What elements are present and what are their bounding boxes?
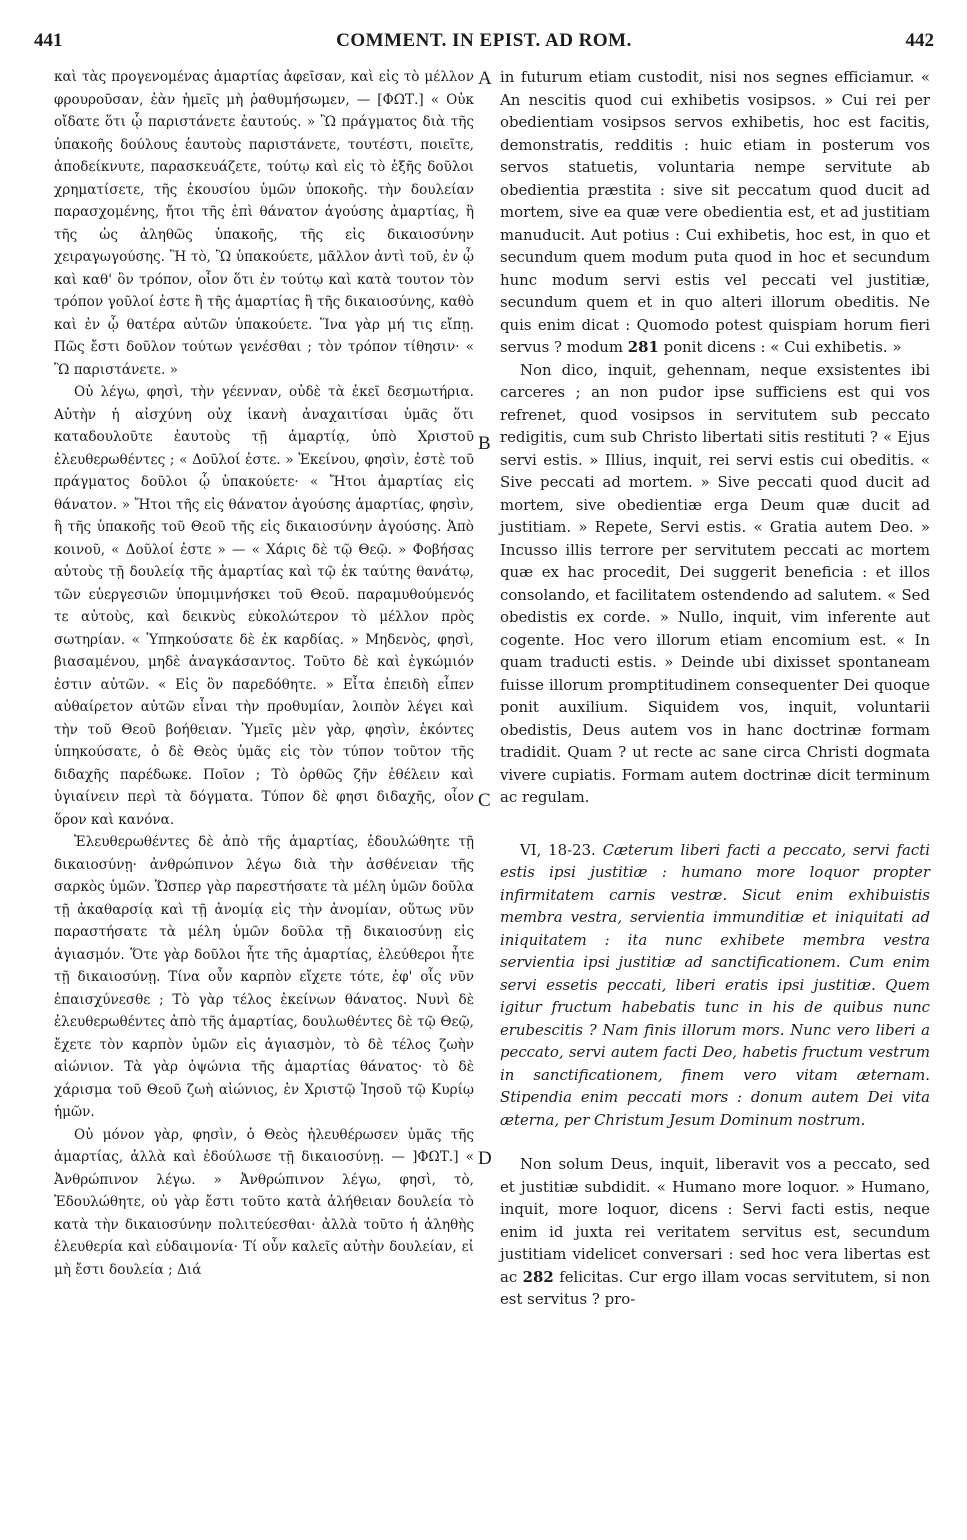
latin-column [500, 66, 930, 1311]
latin-paragraph-1 [500, 66, 930, 359]
latin-paragraph-4 [500, 1153, 930, 1311]
greek-paragraph-3: Ἐλευθερωθέντες δὲ ἀπὸ τῆς ἁμαρτίας, ἐδουλώθητε τῇ δικαιοσύνῃ· ἀνθρώπινον λέγω διὰ τὴν ἀσθένειαν τῆς σαρκὸς ὑμῶν. Ὥσπερ γὰρ παρεστήσατε τὰ μέλη ὑμῶν δοῦλα τῇ ἀκαθαρσίᾳ καὶ τῇ ἀνομίᾳ εἰς τὴν ἀνομίαν, οὕτως νῦν παραστήσατε τὰ μέλη ὑμῶν δοῦλα τῇ δικαιοσύνῃ εἰς ἁγιασμόν. Ὅτε γὰρ δοῦλοι ἦτε τῆς ἁμαρτίας, ἐλεύθεροι ἦτε τῇ δικαιοσύνῃ. Τίνα οὖν καρπὸν εἴχετε τότε, ἐφ' οἷς νῦν ἐπαισχύνεσθε ; Τὸ γὰρ τέλος ἐκείνων θάνατος. Νυνὶ δὲ ἐλευθερωθέντες ἀπὸ τῆς ἁμαρτίας, δουλωθέντες δὲ τῷ Θεῷ, ἔχετε τὸν καρπὸν ὑμῶν εἰς ἁγιασμὸν, τὸ δὲ τέλος ζωὴν αἰώνιον. Τὰ γὰρ ὀψώνια τῆς ἁμαρτίας θάνατος· τὸ δὲ χάρισμα τοῦ Θεοῦ ζωὴ αἰώνιος, ἐν Χριστῷ Ἰησοῦ τῷ Κυρίῳ ἡμῶν. [54, 834, 474, 1120]
latin-paragraph-4-end: felicitas. Cur ergo illam vocas servitutem, si non est servitus ? pro- [500, 1267, 930, 1308]
column-number-281: 281 [627, 338, 659, 356]
latin-paragraph-1-text: in futurum etiam custodit, nisi nos segnes efficiamur. « An nescitis quod cui exhibetis vosipsos. » Cui rei per obedientiam vosipsos servos exhibetis, hoc est facitis, demonstratis, redditis : huic etiam in posterum vos servos statuetis, voluntaria nempe servitute ab obedientia præstita : sive sit peccatum quod ducit ad mortem, sive ea quæ vere obedientia est, et ad justitiam manuducit. Aut potius : Cui exhibetis, hoc est, in quo et secundum quem modum puta quod in hoc et secundum hunc modum servi estis vel peccati vel justitiæ, secundum quem et in quo alteri illorum obeditis. Ne quis enim dicat : Quomodo potest quispiam horum fieri servus ? modum [500, 68, 930, 356]
section-marker-d: D [478, 1148, 492, 1169]
latin-paragraph-2: Non dico, inquit, gehennam, neque exsistentes ibi carceres ; an non pudor ipse sufficiens est qui vos refrenet, quod vosipsos in servitutem sub peccato redigitis, cum sub Christo libertati sitis restituti ? « Ejus servi estis. » Illius, inquit, rei servi estis cui obeditis. « Sive peccati ad mortem. » Sive peccati quod ducit ad mortem, sive obedientiæ erga Deum quæ ducit ad justitiam. » Repete, Servi estis. « Gratia autem Deo. » Incusso illis terrore per servitutem peccati ac mortem quæ ex hac procedit, Dei suggerit beneficia : et illos consolando, et facilitatem ostendendo ad salutem. « Sed obedistis ex corde. » Nullo, inquit, vim inferente aut cogente. Hoc vero illorum etiam encomium est. « In quam traducti estis. » Deinde ubi dixisset spontaneam fuisse illorum promptitudinem consequenter Dei quoque ponit auxilium. Siquidem vos, inquit, voluntarii obedistis, Deus autem vos in hanc doctrinæ formam tradidit. Quam ? ut recte ac sane circa Christi dogmata vivere cupiatis. Formam autem doctrinæ dicit terminum ac regulam. [500, 360, 930, 806]
scripture-reference: VI, 18-23. [520, 840, 596, 859]
section-marker-b: B [478, 433, 491, 454]
greek-paragraph-4: Οὐ μόνον γὰρ, φησὶν, ὁ Θεὸς ἠλευθέρωσεν ὑμᾶς τῆς ἁμαρτίας, ἀλλὰ καὶ ἐδούλωσε τῇ δικαιοσύνῃ. — ]ΦΩΤ.] « Ἀνθρώπινον λέγω. » Ἀνθρώπινον λέγω, φησὶ, τὸ, Ἐδουλώθητε, οὐ γὰρ ἔστι τοῦτο κατὰ ἀλήθειαν δουλεία τὸ κατὰ τὴν δικαιοσύνην πολιτεύεσθαι· ἀλλὰ τοῦτο ἡ ἀληθὴς ἐλευθερία καὶ εὐδαιμονία· Τί οὖν καλεῖς αὐτὴν δουλείαν, εἰ μὴ ἔστι δουλεία ; Διά [54, 1126, 474, 1278]
latin-paragraph-4-text: Non solum Deus, inquit, liberavit vos a peccato, sed et justitiæ subdidit. « Humano more loquor. » Humano, inquit, more loquor, dicens : Servi facti estis, neque enim id juxta rei veritatem servitus est, secundum justitiam videlicet conversari : sed hoc vera libertas est ac [500, 1155, 930, 1286]
page-number-left: 441 [34, 30, 63, 51]
running-title: COMMENT. IN EPIST. AD ROM. [336, 30, 632, 51]
greek-paragraph-1: καὶ τὰς προγενομένας ἁμαρτίας ἀφεῖσαν, καὶ εἰς τὸ μέλλον φρουροῦσαν, ἐὰν ἡμεῖς μὴ ῥαθυμήσωμεν, — [ΦΩΤ.] « Οὐκ οἴδατε ὅτι ᾧ παριστάνετε ἑαυτούς. » Ὢ πράγματος διὰ τῆς ὑπακοῆς δούλους ἑαυτοὺς παριστάνετε, τουτέστι, ποιεῖτε, ἀποδείκνυτε, παρασκευάζετε, τούτῳ καὶ εἰς τὸ ἑξῆς δοῦλοι χρηματίσετε, τῆς ἑκουσίου ὑμῶν ὑποκοῆς. τὴν δουλείαν παρασχομένης, ἤτοι τῆς ἐπὶ θάνατον ἀγούσης ἁμαρτίας, ἢ τῆς ὡς ἀληθῶς ὑπακοῆς, τῆς εἰς δικαιοσύνην χειραγωγούσης. Ἢ τὸ, Ὢ ὑπακούετε, μᾶλλον ἀντὶ τοῦ, ἐν ᾧ καὶ καθ' ὃν τρόπον, οἷον ὅτι ἐν τούτῳ καὶ κατὰ τουτον τὸν τρόπον γοῦλοί ἐστε ἢ τῆς ἁμαρτίας ἢ τῆς δικαιοσύνης, καθὸ καὶ ἐν ᾧ θατέρα αὐτῶν ὑπακούετε. Ἵνα γὰρ μή τις εἴπῃ. Πῶς ἔστι δοῦλον τούτων γενέσθαι ; τὸν τρόπον τίθησιν· « Ὢ παριστάνετε. » [54, 69, 474, 378]
section-marker-a: A [478, 68, 492, 89]
greek-column [54, 66, 474, 1281]
scripture-passage [500, 839, 930, 1132]
page-number-right: 442 [905, 30, 934, 51]
column-number-282: 282 [522, 1267, 554, 1286]
scripture-text: Cæterum liberi facti a peccato, servi facti estis ipsi justitiæ : humano more loquor propter infirmitatem carnis vestræ. Sicut enim exhibuistis membra vestra, servientia immunditiæ et iniquitati ad iniquitatem : ita nunc exhibete membra vestra servientia ipsi justitiæ ad sanctificationem. Cum enim servi essetis peccati, liberi eratis ipsi justitiæ. Quem igitur fructum habebatis tunc in his de quibus nunc erubescitis ? Nam finis illorum mors. Nunc vero liberi a peccato, servi autem facti Deo, habetis fructum vestrum in sanctificationem, finem vero vitam æternam. Stipendia enim peccati mors : donum autem Dei vita æterna, per Christum Jesum Dominum nostrum. [500, 840, 931, 1129]
latin-paragraph-1-end: ponit dicens : « Cui exhibetis. » [663, 338, 902, 356]
running-header [34, 30, 934, 60]
greek-paragraph-2: Οὐ λέγω, φησὶ, τὴν γέενναν, οὐδὲ τὰ ἐκεῖ δεσμωτήρια. Αὐτὴν ἡ αἰσχύνη οὐχ ἱκανὴ ἀναχαιτίσαι ὑμᾶς ὅτι καταδουλοῦτε ἑαυτοὺς τῇ ἁμαρτίᾳ, ὑπὸ Χριστοῦ ἐλευθερωθέντες ; « Δοῦλοί ἐστε. » Ἐκείνου, φησὶν, ἐστὲ τοῦ πράγματος δοῦλοι ᾧ ὑπακούετε· « Ἤτοι ἁμαρτίας εἰς θάνατον. » Ἤτοι τῆς εἰς θάνατον ἀγούσης ἁμαρτίας, φησὶν, ἢ τῆς ὑπακοῆς τοῦ Θεοῦ τῆς εἰς δικαιοσύνην ἀγούσης. Ἀπὸ κοινοῦ, « Δοῦλοί ἐστε » — « Χάρις δὲ τῷ Θεῷ. » Φοβήσας αὐτοὺς τῇ δουλείᾳ τῆς ἁμαρτίας καὶ τῷ ἐκ ταύτης θανάτῳ, τῶν εὐεργεσιῶν ὑπομιμνήσκει τοῦ Θεοῦ. παραμυθούμενός τε αὐτοὺς, καὶ δεικνὺς εὐκολώτερον τὸ μέλλον πρὸς σωτηρίαν. « Ὑπηκούσατε δὲ ἐκ καρδίας. » Μηδενὸς, φησὶ, βιασαμένου, μηδὲ ἀναγκάσαντος. Τοῦτο δὲ καὶ ἐγκώμιόν ἐστιν αὐτῶν. « Εἰς ὃν παρεδόθητε. » Εἶτα ἐπειδὴ εἶπεν αὐθαίρετον αὐτῶν εἶναι τὴν προθυμίαν, λοιπὸν λέγει καὶ τὴν τοῦ Θεοῦ βοήθειαν. Ὑμεῖς μὲν γὰρ, φησὶν, ἑκόντες ὑπηκούσατε, ὁ δὲ Θεὸς ὑμᾶς εἰς τὸν τύπον τοῦτον τῆς διδαχῆς παρέδωκε. Ποῖον ; Τὸ ὀρθῶς ζῆν ἐθέλειν καὶ ὑγιαίνειν περὶ τὰ δόγματα. Τύπον δὲ φησι διδαχῆς, οἷον ὅρον καὶ κανόνα. [54, 384, 474, 828]
section-marker-c: C [478, 790, 491, 811]
